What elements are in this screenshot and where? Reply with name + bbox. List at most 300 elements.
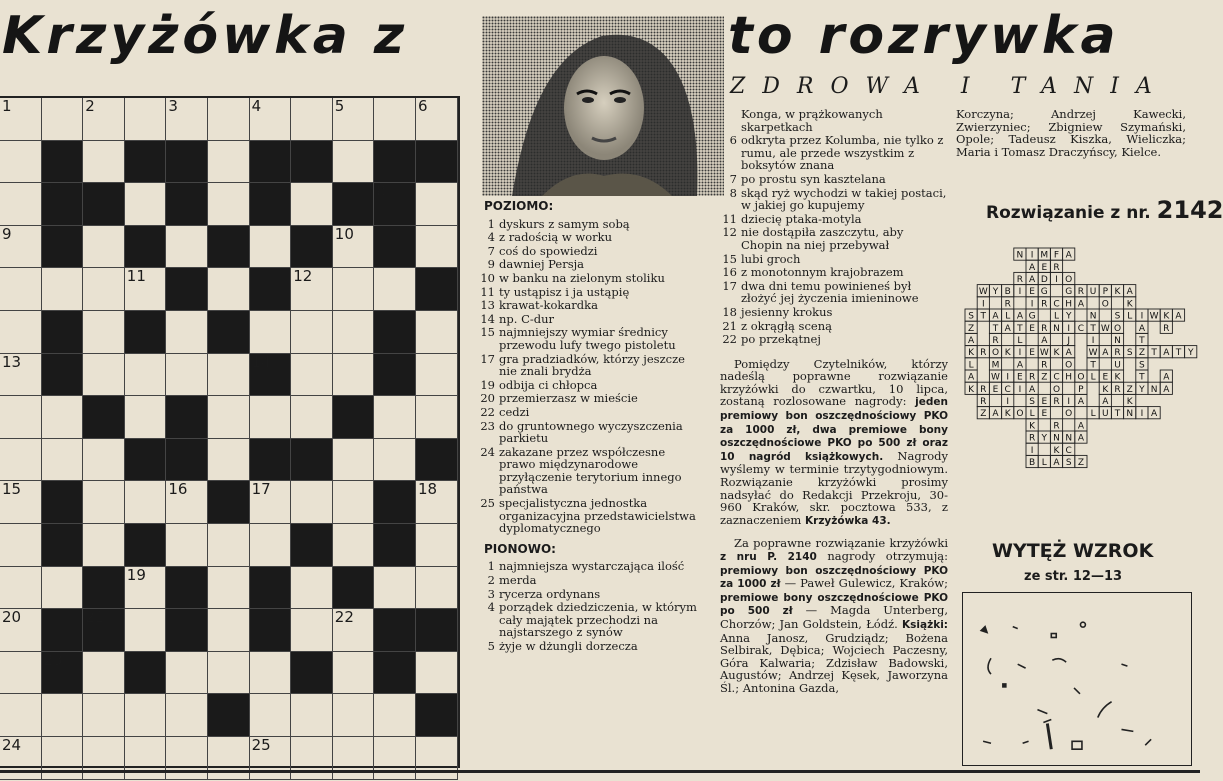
solution-letter: L — [968, 360, 974, 371]
grid-cell[interactable] — [416, 567, 458, 610]
clue-text: w banku na zielonym stoliku — [499, 270, 665, 285]
grid-cell[interactable] — [125, 737, 167, 780]
solution-letter: T — [1090, 360, 1096, 371]
grid-cell[interactable] — [166, 652, 208, 695]
solution-letter: S — [1139, 360, 1145, 371]
grid-cell-black — [374, 481, 416, 524]
clue-text: zakazane przez współczesne prawo międzynarodowe przyłączenie terytorium innego państwa — [499, 444, 682, 497]
grid-cell-black — [291, 652, 333, 695]
grid-cell[interactable] — [166, 354, 208, 397]
clue-item — [720, 173, 948, 186]
grid-cell-black — [250, 567, 292, 610]
solution-letter: K — [1126, 299, 1133, 310]
grid-cell[interactable] — [374, 268, 416, 311]
grid-cell[interactable] — [291, 694, 333, 737]
solution-letter: A — [992, 311, 999, 322]
grid-cell[interactable] — [83, 141, 125, 184]
grid-cell[interactable] — [0, 183, 42, 226]
grid-cell[interactable] — [166, 226, 208, 269]
solution-letter: A — [1016, 311, 1023, 322]
grid-cell[interactable] — [416, 226, 458, 269]
clue-number: 5 — [487, 639, 495, 653]
solution-letter: K — [1102, 384, 1109, 395]
grid-cell-black — [374, 524, 416, 567]
grid-cell[interactable] — [42, 567, 84, 610]
grid-cell[interactable] — [0, 737, 42, 780]
solution-letter: P — [1078, 384, 1084, 395]
solution-letter: A — [1053, 458, 1060, 468]
clue-text: dwa dni temu powinieneś był złożyć jej życzenia imieninowe — [741, 278, 919, 306]
grid-cell[interactable] — [0, 354, 42, 397]
grid-cell[interactable] — [0, 439, 42, 482]
grid-cell[interactable] — [374, 567, 416, 610]
solution-letter: A — [1126, 287, 1133, 298]
grid-cell[interactable] — [333, 652, 375, 695]
grid-cell-black — [416, 268, 458, 311]
grid-cell[interactable] — [374, 396, 416, 439]
grid-cell[interactable] — [333, 481, 375, 524]
grid-cell[interactable] — [208, 396, 250, 439]
clue-number: 24 — [480, 444, 495, 459]
grid-cell[interactable] — [374, 439, 416, 482]
grid-cell[interactable] — [83, 481, 125, 524]
bottom-rule — [0, 770, 1200, 773]
grid-cell[interactable] — [416, 652, 458, 695]
grid-cell-black — [42, 141, 84, 184]
solution-letter: C — [1065, 445, 1072, 456]
grid-cell[interactable] — [208, 354, 250, 397]
grid-cell[interactable] — [291, 98, 333, 141]
clue-number: 14 — [480, 311, 495, 326]
grid-cell[interactable] — [250, 481, 292, 524]
clue-text: z monotonnym krajobrazem — [741, 265, 904, 280]
clue-number: 18 — [722, 304, 737, 319]
grid-cell[interactable] — [125, 183, 167, 226]
grid-number: 22 — [334, 608, 354, 627]
solution-letter: S — [1065, 458, 1072, 468]
grid-cell[interactable] — [333, 354, 375, 397]
clue-number: 17 — [480, 351, 495, 366]
solution-letter: E — [1041, 397, 1048, 407]
grid-cell[interactable] — [125, 354, 167, 397]
solution-letter: E — [992, 384, 999, 395]
solution-letter: K — [1053, 348, 1060, 359]
solution-letter: A — [1102, 348, 1109, 359]
grid-cell[interactable] — [0, 609, 42, 652]
solution-letter: I — [1018, 348, 1022, 359]
grid-cell[interactable] — [250, 524, 292, 567]
grid-cell[interactable] — [333, 98, 375, 141]
grid-cell[interactable] — [83, 354, 125, 397]
grid-cell[interactable] — [208, 268, 250, 311]
crossword-grid — [0, 96, 460, 768]
grid-cell[interactable] — [0, 694, 42, 737]
solution-letter: Y — [1139, 384, 1145, 395]
grid-cell[interactable] — [166, 98, 208, 141]
grid-number: 5 — [334, 97, 345, 115]
grid-cell[interactable] — [166, 481, 208, 524]
grid-cell[interactable] — [333, 737, 375, 780]
clue-item — [720, 306, 948, 319]
grid-cell[interactable] — [291, 609, 333, 652]
grid-cell[interactable] — [333, 311, 375, 354]
solution-letter: E — [1029, 348, 1035, 359]
solution-letter: T — [980, 311, 987, 322]
grid-cell-black — [416, 694, 458, 737]
grid-cell-black — [250, 354, 292, 397]
solution-letter: T — [1017, 323, 1023, 334]
grid-cell-black — [374, 354, 416, 397]
grid-cell[interactable] — [250, 396, 292, 439]
solution-letter: K — [1163, 311, 1170, 322]
solution-letter: T — [992, 323, 999, 334]
grid-cell[interactable] — [250, 311, 292, 354]
grid-cell[interactable] — [208, 98, 250, 141]
grid-cell[interactable] — [125, 567, 167, 610]
grid-cell[interactable] — [0, 141, 42, 184]
grid-cell[interactable] — [208, 737, 250, 780]
clue-item — [478, 218, 700, 231]
title-right: to rozrywka — [728, 6, 1120, 66]
subtitle: ZDROWA I TANIA — [730, 74, 1169, 99]
grid-cell-black — [250, 609, 292, 652]
grid-cell-black — [374, 652, 416, 695]
clue-item — [478, 574, 700, 587]
clue-text: po prostu syn kasztelana — [741, 171, 886, 186]
solution-letter: O — [1113, 323, 1122, 334]
solution-letter: M — [1040, 250, 1049, 261]
grid-cell[interactable] — [0, 98, 42, 141]
clue-number: 7 — [487, 243, 495, 258]
grid-cell[interactable] — [0, 396, 42, 439]
solution-letter: K — [1126, 397, 1133, 407]
grid-cell[interactable] — [416, 481, 458, 524]
grid-cell[interactable] — [291, 567, 333, 610]
solution-letter: I — [1030, 445, 1034, 456]
clue-number: 10 — [480, 270, 495, 285]
grid-cell[interactable] — [416, 183, 458, 226]
grid-cell[interactable] — [250, 226, 292, 269]
solution-letter: R — [1041, 360, 1048, 371]
pionowo-heading: PIONOWO: — [484, 541, 556, 556]
clue-item — [478, 497, 700, 535]
clue-number: 12 — [722, 225, 737, 240]
grid-cell[interactable] — [250, 694, 292, 737]
solution-letter: S — [1114, 311, 1121, 322]
solution-letter: R — [1041, 299, 1048, 310]
clue-text: jesienny krokus — [741, 304, 833, 319]
grid-cell[interactable] — [333, 226, 375, 269]
grid-cell-black — [166, 268, 208, 311]
grid-cell[interactable] — [374, 737, 416, 780]
grid-cell[interactable] — [83, 268, 125, 311]
grid-cell-black — [374, 609, 416, 652]
solution-letter: K — [1004, 348, 1011, 359]
grid-cell-black — [166, 396, 208, 439]
solution-title: Rozwiązanie z nr. 2142 — [986, 196, 1223, 224]
grid-cell-black — [166, 141, 208, 184]
clue-item — [478, 379, 700, 392]
solution-letter: K — [1114, 287, 1121, 298]
grid-cell[interactable] — [250, 652, 292, 695]
solution-letter: R — [1114, 348, 1121, 359]
winners-list-cont: Korczyna; Andrzej Kawecki, Zwierzyniec; Zbigniew Szymański, Opole; Tadeusz Kiszka, Wieliczka; Maria i Tomasz Draczyńscy, Kielce. — [956, 107, 1186, 159]
solution-letter: U — [1114, 360, 1121, 371]
solution-letter: L — [1041, 458, 1047, 468]
grid-cell[interactable] — [333, 609, 375, 652]
clue-number: 8 — [729, 185, 737, 200]
grid-cell[interactable] — [208, 183, 250, 226]
clue-item — [720, 320, 948, 333]
solution-letter: K — [1053, 445, 1060, 456]
grid-cell[interactable] — [83, 439, 125, 482]
solution-letter: R — [1053, 397, 1060, 407]
solution-letter: A — [1175, 311, 1182, 322]
grid-cell[interactable] — [291, 737, 333, 780]
grid-cell[interactable] — [42, 396, 84, 439]
clue-item — [478, 640, 700, 653]
grid-cell[interactable] — [166, 311, 208, 354]
solution-letter: Z — [1138, 348, 1145, 359]
grid-number: 18 — [418, 480, 438, 499]
solution-letter: N — [1114, 336, 1121, 346]
grid-cell-black — [416, 141, 458, 184]
clue-text: odkryta przez Kolumba, nie tylko z rumu, ale przede wszystkim z boksytów znana — [741, 133, 944, 173]
grid-cell[interactable] — [208, 524, 250, 567]
clue-number: 13 — [480, 298, 495, 313]
clue-item — [478, 588, 700, 601]
solution-letter: O — [1016, 409, 1024, 420]
grid-cell[interactable] — [42, 439, 84, 482]
solution-letter: W — [978, 287, 988, 298]
clue-number: 20 — [480, 391, 495, 406]
grid-cell-black — [374, 226, 416, 269]
solution-letter: A — [992, 409, 999, 420]
clue-item — [720, 266, 948, 279]
grid-number: 13 — [2, 352, 22, 371]
grid-cell[interactable] — [125, 396, 167, 439]
grid-cell[interactable] — [333, 268, 375, 311]
solution-letter: T — [1090, 323, 1096, 334]
grid-cell-black — [250, 183, 292, 226]
solution-letter: R — [1053, 421, 1060, 432]
grid-cell-black — [42, 609, 84, 652]
clue-number: 17 — [722, 278, 737, 293]
clue-item — [720, 333, 948, 346]
solution-letter: A — [1102, 397, 1109, 407]
clue-item — [720, 187, 948, 212]
solution-letter: C — [1053, 372, 1060, 383]
clue-number: 6 — [729, 133, 737, 148]
clue-number: 25 — [480, 496, 495, 511]
clue-item — [720, 280, 948, 305]
grid-cell[interactable] — [250, 98, 292, 141]
grid-cell[interactable] — [83, 737, 125, 780]
grid-number: 19 — [126, 565, 146, 584]
solution-letter: R — [1028, 372, 1036, 383]
grid-number: 9 — [2, 224, 12, 243]
grid-cell[interactable] — [291, 183, 333, 226]
grid-cell[interactable] — [83, 694, 125, 737]
grid-cell[interactable] — [333, 439, 375, 482]
clue-text: cedzi — [499, 404, 530, 419]
pionowo-list-2 — [720, 134, 948, 346]
grid-cell[interactable] — [416, 524, 458, 567]
solution-letter: K — [1029, 421, 1036, 432]
solution-letter: I — [1067, 397, 1071, 407]
solution-letter: R — [1163, 323, 1170, 334]
puzzle-title: WYTĘŻ WZROK — [992, 540, 1154, 562]
solution-letter: A — [1065, 250, 1072, 261]
grid-cell[interactable] — [208, 609, 250, 652]
clue-text: krawat-kokardka — [499, 298, 598, 313]
grid-number: 8 — [376, 182, 386, 201]
grid-cell[interactable] — [0, 567, 42, 610]
grid-cell[interactable] — [125, 694, 167, 737]
grid-number: 12 — [293, 267, 313, 286]
grid-cell[interactable] — [416, 737, 458, 780]
grid-cell[interactable] — [208, 567, 250, 610]
clue-item — [478, 560, 700, 573]
clue-number: 9 — [487, 257, 495, 272]
solution-letter: A — [1077, 299, 1084, 310]
clue-item — [478, 406, 700, 419]
grid-cell[interactable] — [0, 311, 42, 354]
grid-cell-black — [333, 396, 375, 439]
solution-letter: R — [1004, 299, 1011, 310]
solution-letter: B — [1029, 458, 1036, 468]
solution-letter: A — [1151, 409, 1158, 420]
solution-letter: A — [1163, 348, 1170, 359]
grid-cell[interactable] — [166, 737, 208, 780]
solution-letter: A — [968, 372, 975, 383]
grid-cell[interactable] — [42, 737, 84, 780]
solution-letter: I — [1018, 287, 1022, 298]
solution-letter: R — [980, 397, 987, 407]
grid-cell[interactable] — [0, 524, 42, 567]
grid-cell[interactable] — [208, 652, 250, 695]
solution-letter: N — [1126, 409, 1134, 420]
grid-cell[interactable] — [42, 694, 84, 737]
grid-cell[interactable] — [250, 737, 292, 780]
solution-letter: L — [1053, 311, 1060, 322]
clue-number: 11 — [480, 284, 495, 299]
grid-cell[interactable] — [416, 354, 458, 397]
solution-letter: L — [1090, 409, 1096, 420]
solution-letter: W — [991, 372, 1000, 383]
winners-list: Za poprawne rozwiązanie krzyżówki z nru P. 2140 nagrody otrzymują: premiowy bon oszczędnościowy PKO za 1000 zł — Paweł Gulewicz, Kraków; premiowe bony oszczędnościowe PKO po 500 zł — Magda Unterberg, Chorzów; Jan Goldstein, Łódź. Książki: Anna Janosz, Grudziądz; Bożena Selbirak, Dębica; Wojciech Paczesny, Góra Kalwaria; Zdzisław Badowski, Augustów; Andrzej Kęsek, Jaworzyna Śl.; Antonina Gazda, — [720, 536, 949, 695]
clue-item — [478, 392, 700, 405]
solution-letter: O — [1065, 360, 1073, 371]
grid-cell[interactable] — [42, 98, 84, 141]
solution-letter: G — [1065, 287, 1073, 298]
grid-number: 3 — [168, 97, 178, 115]
grid-cell[interactable] — [125, 98, 167, 141]
grid-cell[interactable] — [0, 652, 42, 695]
grid-cell[interactable] — [0, 481, 42, 524]
grid-number: 2 — [85, 97, 95, 115]
grid-cell[interactable] — [166, 694, 208, 737]
grid-cell[interactable] — [291, 268, 333, 311]
grid-cell[interactable] — [291, 311, 333, 354]
solution-letter: L — [1090, 372, 1096, 383]
solution-letter: R — [1053, 262, 1060, 273]
grid-cell[interactable] — [416, 311, 458, 354]
grid-cell-black — [42, 183, 84, 226]
grid-cell[interactable] — [83, 226, 125, 269]
solution-letter: A — [1163, 384, 1170, 395]
grid-cell[interactable] — [208, 141, 250, 184]
clue-number: 15 — [722, 251, 737, 266]
grid-cell[interactable] — [42, 268, 84, 311]
solution-letter: G — [1028, 311, 1036, 322]
grid-cell[interactable] — [374, 694, 416, 737]
solution-letter: I — [1140, 409, 1144, 420]
solution-letter: A — [1004, 323, 1011, 334]
clue-text: z okrągłą sceną — [741, 318, 832, 333]
solution-letter: T — [1151, 348, 1157, 359]
clue-text: odbija ci chłopca — [499, 377, 598, 392]
grid-cell[interactable] — [333, 141, 375, 184]
clue-text: nie dostąpiła zaszczytu, aby Chopin na niej przebywał — [741, 225, 904, 252]
grid-cell-black — [416, 439, 458, 482]
solution-letter: A — [1077, 397, 1084, 407]
solution-letter: I — [1140, 311, 1144, 322]
grid-cell[interactable] — [83, 524, 125, 567]
grid-cell[interactable] — [291, 396, 333, 439]
grid-cell[interactable] — [83, 98, 125, 141]
puzzle-subtitle: ze str. 12—13 — [1024, 569, 1123, 584]
grid-cell[interactable] — [125, 481, 167, 524]
clue-text: np. C-dur — [499, 311, 555, 326]
grid-cell[interactable] — [83, 652, 125, 695]
clue-number: 22 — [480, 404, 495, 419]
solution-letter: K — [1004, 409, 1011, 420]
grid-cell[interactable] — [83, 311, 125, 354]
solution-letter: A — [1077, 421, 1084, 432]
grid-number: 4 — [251, 97, 262, 115]
grid-cell[interactable] — [291, 354, 333, 397]
clue-text: dawniej Persja — [499, 257, 585, 272]
grid-cell[interactable] — [125, 609, 167, 652]
grid-cell[interactable] — [166, 524, 208, 567]
solution-letter: Z — [1041, 372, 1048, 383]
solution-letter: W — [1088, 348, 1098, 359]
grid-cell[interactable] — [208, 439, 250, 482]
solution-letter: Z — [1077, 458, 1084, 468]
grid-cell[interactable] — [333, 524, 375, 567]
grid-cell[interactable] — [374, 98, 416, 141]
clue-text: żyje w dżungli dorzecza — [499, 639, 638, 653]
grid-cell[interactable] — [0, 268, 42, 311]
solution-letter: Z — [980, 409, 987, 420]
solution-letter: H — [1065, 299, 1073, 310]
grid-cell[interactable] — [416, 396, 458, 439]
solution-letter: N — [1053, 323, 1060, 334]
solution-letter: C — [1053, 299, 1060, 310]
grid-cell[interactable] — [125, 268, 167, 311]
grid-cell[interactable] — [0, 226, 42, 269]
solution-letter: R — [1077, 287, 1085, 298]
solution-letter: A — [1065, 348, 1072, 359]
grid-cell[interactable] — [291, 481, 333, 524]
grid-cell[interactable] — [333, 694, 375, 737]
solution-letter: S — [1126, 348, 1133, 359]
grid-number: 14 — [251, 352, 271, 371]
clue-text: coś do spowiedzi — [499, 243, 598, 258]
solution-letter: D — [1040, 275, 1048, 285]
grid-cell[interactable] — [416, 98, 458, 141]
